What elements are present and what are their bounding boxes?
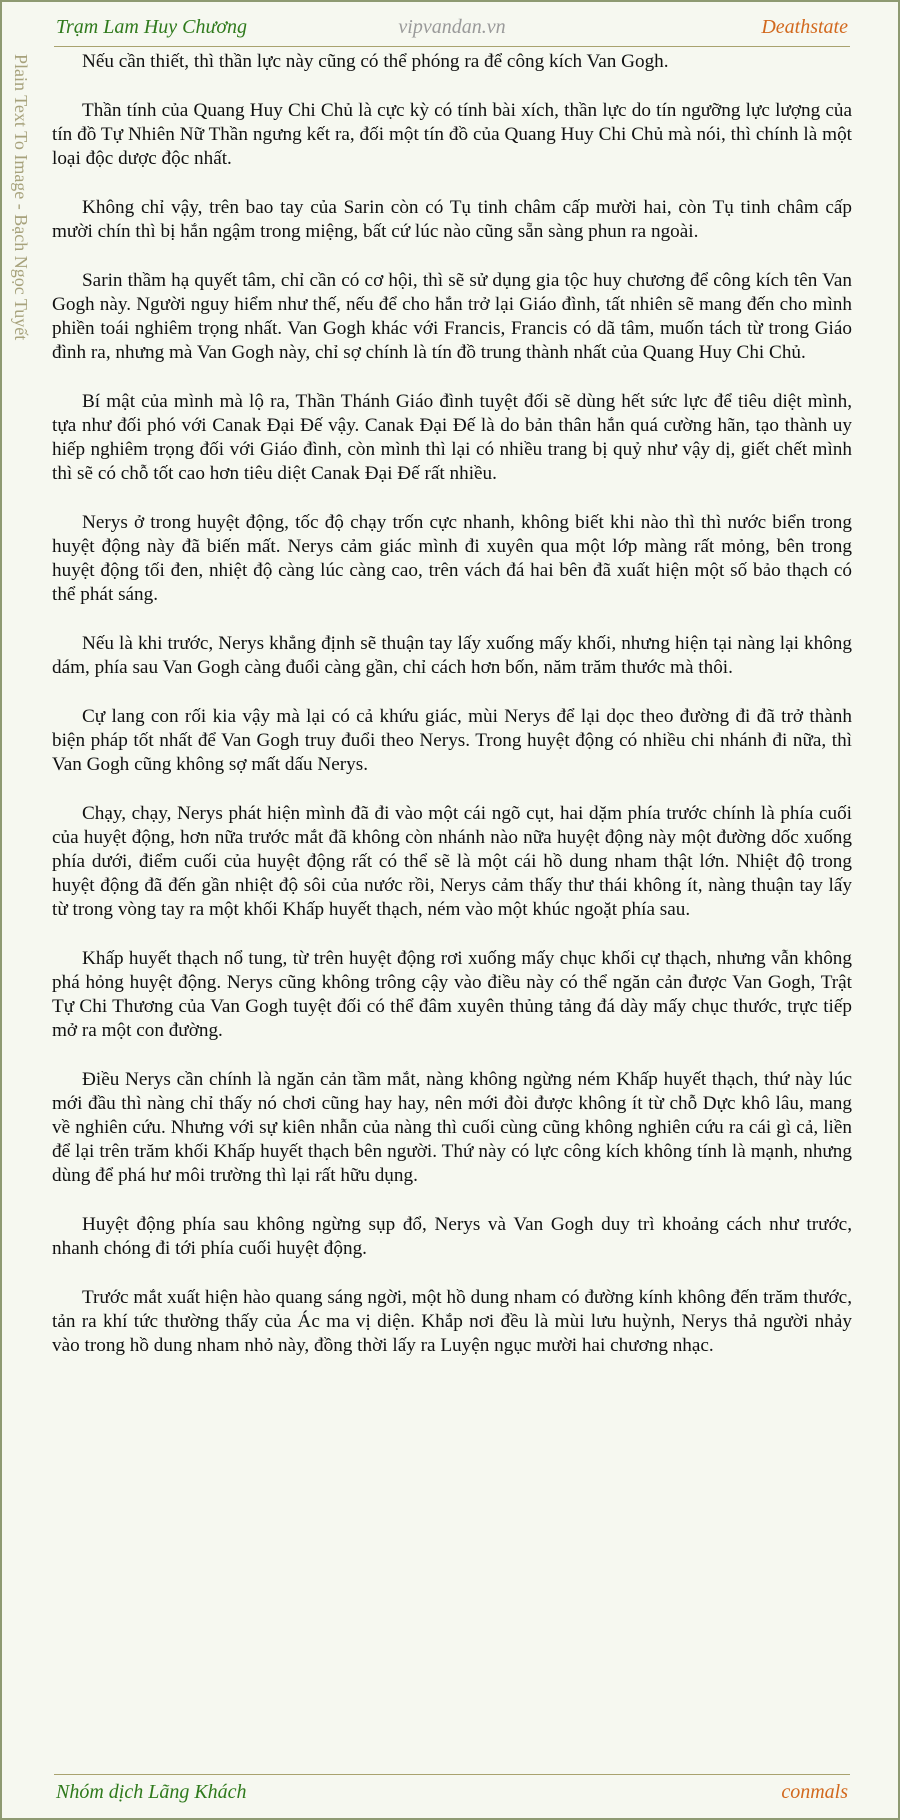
paragraph: Chạy, chạy, Nerys phát hiện mình đã đi vào một cái ngõ cụt, hai dặm phía trước chính là phía cuối của huyệt động, hơn nữa trước mắt đã không còn nhánh nào nữa huyệt động này một đường dốc xuống phía dưới, điểm cuối của huyệt động rất có thể sẽ là một cái hồ dung nham thật lớn. Nhiệt độ trong huyệt động đã đến gần nhiệt độ sôi của nước rồi, Nerys cảm thấy thư thái không ít, nàng thuận tay lấy từ trong vòng tay ra một khối Khấp huyết thạch, ném vào một khúc ngoặt phía sau. (52, 803, 852, 920)
paragraph: Không chỉ vậy, trên bao tay của Sarin còn có Tụ tinh châm cấp mười hai, còn Tụ tinh châm cấp mười chín thì bị hắn ngậm trong miệng, bất cứ lúc nào cũng sẵn sàng phun ra ngoài. (52, 197, 852, 242)
paragraph: Nerys ở trong huyệt động, tốc độ chạy trốn cực nhanh, không biết khi nào thì thì nước biển trong huyệt động này đã biến mất. Nerys cảm giác mình đi xuyên qua một lớp màng rất mỏng, bên trong huyệt động tối đen, nhiệt độ càng lúc càng cao, trên vách đá hai bên đã xuất hiện một số bảo thạch có thể phát sáng. (52, 512, 852, 605)
side-watermark-label: Plain Text To Image - Bạch Ngọc Tuyết (11, 54, 31, 341)
book-title: Trạm Lam Huy Chương (56, 16, 248, 38)
page-header (54, 10, 850, 47)
author-name: Deathstate (761, 16, 848, 38)
paragraph: Điều Nerys cần chính là ngăn cản tầm mắt, nàng không ngừng ném Khấp huyết thạch, thứ này lúc mới đầu thì nàng chỉ thấy nó chơi cũng hay hay, nên mới đòi được không ít từ chỗ Dực khô lâu, mang về nghiên cứu. Nhưng với sự kiên nhẫn của nàng thì cuối cùng cũng không nghiên cứu ra cái gì cả, liền để lại trên trăm khối Khấp huyết thạch bên người. Thứ này có lực công kích không tính là mạnh, nhưng dùng để phá hư môi trường thì lại rất hữu dụng. (52, 1069, 852, 1186)
paragraph: Nếu cần thiết, thì thần lực này cũng có thể phóng ra để công kích Van Gogh. (82, 51, 669, 72)
paragraph: Khấp huyết thạch nổ tung, từ trên huyệt động rơi xuống mấy chục khối cự thạch, nhưng vẫn không phá hỏng huyệt động. Nerys cũng không trông cậy vào điều này có thể ngăn cản được Van Gogh, Trật Tự Chi Thương của Van Gogh tuyệt đối có thể đâm xuyên thủng tảng đá dày mấy chục thước, trực tiếp mở ra một con đường. (52, 948, 852, 1041)
paragraph: Bí mật của mình mà lộ ra, Thần Thánh Giáo đình tuyệt đối sẽ dùng hết sức lực để tiêu diệt mình, tựa như đối phó với Canak Đại Đế vậy. Canak Đại Đế là do bản thân hắn quá cường hãn, tạo thành uy hiếp nghiêm trọng đối với Giáo đình, còn mình thì lại có nhiều trang bị quỷ như vậy dị, giết chết mình thì sẽ có chỗ tốt cao hơn tiêu diệt Canak Đại Đế rất nhiều. (52, 391, 852, 484)
translator-group: Nhóm dịch Lãng Khách (56, 1781, 247, 1803)
paragraph: Sarin thầm hạ quyết tâm, chỉ cần có cơ hội, thì sẽ sử dụng gia tộc huy chương để công kích tên Van Gogh này. Người nguy hiểm như thế, nếu để cho hắn trở lại Giáo đình, tất nhiên sẽ mang đến cho mình phiền toái nghiêm trọng nhất. Van Gogh khác với Francis, Francis có dã tâm, muốn tách từ trong Giáo đình ra, nhưng mà Van Gogh này, chỉ sợ chính là tín đồ trung thành nhất của Quang Huy Chi Chủ. (52, 270, 852, 363)
paragraph: Thần tính của Quang Huy Chi Chủ là cực kỳ có tính bài xích, thần lực do tín ngưỡng lực lượng của tín đồ Tự Nhiên Nữ Thần ngưng kết ra, đối một tín đồ của Quang Huy Chi Chủ mà nói, thì chính là một loại độc dược độc nhất. (52, 100, 852, 169)
paragraph: Trước mắt xuất hiện hào quang sáng ngời, một hồ dung nham có đường kính không đến trăm thước, tản ra khí tức thường thấy của Ác ma vị diện. Khắp nơi đều là mùi lưu huỳnh, Nerys thả người nhảy vào trong hồ dung nham nhỏ này, đồng thời lấy ra Luyện ngục mười hai chương nhạc. (52, 1287, 852, 1356)
editor-name: conmals (781, 1781, 848, 1803)
paragraph: Cự lang con rối kia vậy mà lại có cả khứu giác, mùi Nerys để lại dọc theo đường đi đã trở thành biện pháp tốt nhất để Van Gogh truy đuổi theo Nerys. Trong huyệt động có nhiều chi nhánh đi nữa, thì Van Gogh cũng không sợ mất dấu Nerys. (52, 706, 852, 775)
text-body (52, 50, 852, 1383)
paragraph: Nếu là khi trước, Nerys khẳng định sẽ thuận tay lấy xuống mấy khối, nhưng hiện tại nàng lại không dám, phía sau Van Gogh càng đuổi càng gần, chỉ cách hơn bốn, năm trăm thước mà thôi. (52, 633, 852, 678)
page-footer (54, 1774, 850, 1807)
site-name: vipvandan.vn (398, 16, 506, 38)
paragraph: Huyệt động phía sau không ngừng sụp đổ, Nerys và Van Gogh duy trì khoảng cách như trước, nhanh chóng đi tới phía cuối huyệt động. (52, 1214, 852, 1259)
